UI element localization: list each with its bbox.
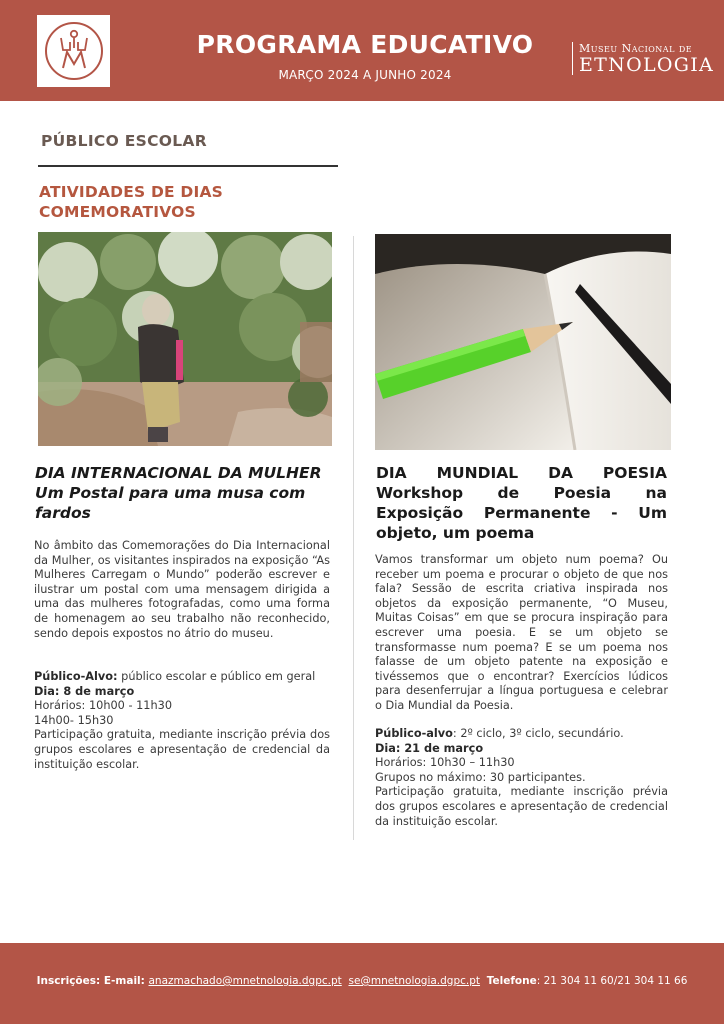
footer-inscricoes-label: Inscrições	[36, 975, 97, 987]
event2-title-word3: DA	[548, 464, 573, 482]
event2-title	[376, 463, 667, 543]
section-divider	[38, 165, 338, 167]
event1-audience-label: Público-Alvo:	[34, 670, 118, 683]
museum-brand-line2: ETNOLOGIA	[579, 54, 715, 76]
event1-hours-1: Horários: 10h00 - 11h30	[34, 699, 173, 713]
footer-email-link-2[interactable]: se@mnetnologia.dgpc.pt	[348, 975, 481, 987]
event1-participation: Participação gratuita, mediante inscrição prévia dos grupos escolares e apresentação de credencial da instituição escolar.	[34, 728, 330, 771]
event1-info	[34, 670, 330, 772]
event1-description: No âmbito das Comemorações do Dia Internacional da Mulher, os visitantes inspirados na exposição “As Mulheres Carregam o Mundo” poderão escrever e ilustrar um postal com uma mensagem dirigida a uma das mulheres fotografadas, como uma forma de homenagem ao seu trabalho não reconhecido, sendo depois expostos no átrio do museu.	[34, 539, 330, 640]
museum-logo-icon	[43, 20, 105, 82]
page-title: PROGRAMA EDUCATIVO	[196, 30, 534, 59]
event2-groups: Grupos no máximo: 30 participantes.	[375, 770, 586, 784]
footer-phone-value: : 21 304 11 60/21 304 11 66	[536, 975, 688, 987]
footer-phone-label: Telefone	[486, 975, 537, 987]
column-divider	[353, 236, 354, 840]
museum-logo	[37, 15, 110, 87]
event2-title-word2: MUNDIAL	[436, 464, 519, 482]
activities-heading	[39, 182, 339, 222]
pencil-book-photo	[375, 234, 671, 450]
header-banner	[0, 0, 724, 101]
woman-photo	[38, 232, 332, 446]
event1-title	[35, 463, 331, 523]
museum-brand	[572, 42, 714, 75]
activities-heading-line2: COMEMORATIVOS	[39, 203, 196, 221]
event2-title-line1	[376, 463, 667, 483]
event1-day: Dia: 8 de março	[34, 684, 135, 698]
event2-description: Vamos transformar um objeto num poema? Ou receber um poema e procurar o objeto de que nos fala? Sessão de escrita criativa inspirada nos objetos da exposição permanente, “O Museu, Muitas Coisas” em que se procura inspiração para escrever uma poesia. E se um objeto se transformasse num poema? E se um poema nos falasse de um objeto patente na exposição e tivéssemos que o encontrar? Exercícios lúdicos para desenferrujar a língua portuguesa e celebrar o Dia Mundial da Poesia.	[375, 553, 668, 712]
event2-title-word1: DIA	[376, 464, 407, 482]
section-label: PÚBLICO ESCOLAR	[41, 132, 207, 150]
event1-title-line2: Um Postal para uma musa com	[35, 484, 306, 502]
event2-audience-value: : 2º ciclo, 3º ciclo, secundário.	[452, 727, 624, 740]
museum-brand-line1: Museu Nacional de	[579, 42, 693, 55]
event2-info	[375, 727, 668, 829]
event2-audience-label: Público-alvo	[375, 727, 453, 740]
event2-title-line2: Workshop de Poesia na Exposição Permanente - Um objeto, um poema	[376, 484, 667, 542]
event2-hours: Horários: 10h30 – 11h30	[375, 756, 515, 770]
footer-contacts	[0, 975, 724, 987]
event2-participation: Participação gratuita, mediante inscrição prévia dos grupos escolares e apresentação de credencial da instituição escolar.	[375, 785, 668, 828]
footer-email-label: : E-mail:	[96, 975, 149, 987]
event1-title-line1: DIA INTERNACIONAL DA MULHER	[35, 464, 322, 482]
event1-audience-value: público escolar e público em geral	[117, 670, 316, 683]
page-subtitle: MARÇO 2024 A JUNHO 2024	[278, 68, 452, 82]
event2-day: Dia: 21 de março	[375, 741, 484, 755]
footer-email-link-1[interactable]: anazmachado@mnetnologia.dgpc.pt	[148, 975, 342, 987]
event2-title-word4: POESIA	[602, 464, 667, 482]
event1-hours-2: 14h00- 15h30	[34, 713, 114, 727]
event1-title-line3: fardos	[35, 504, 91, 522]
activities-heading-line1: ATIVIDADES DE DIAS	[39, 183, 224, 201]
